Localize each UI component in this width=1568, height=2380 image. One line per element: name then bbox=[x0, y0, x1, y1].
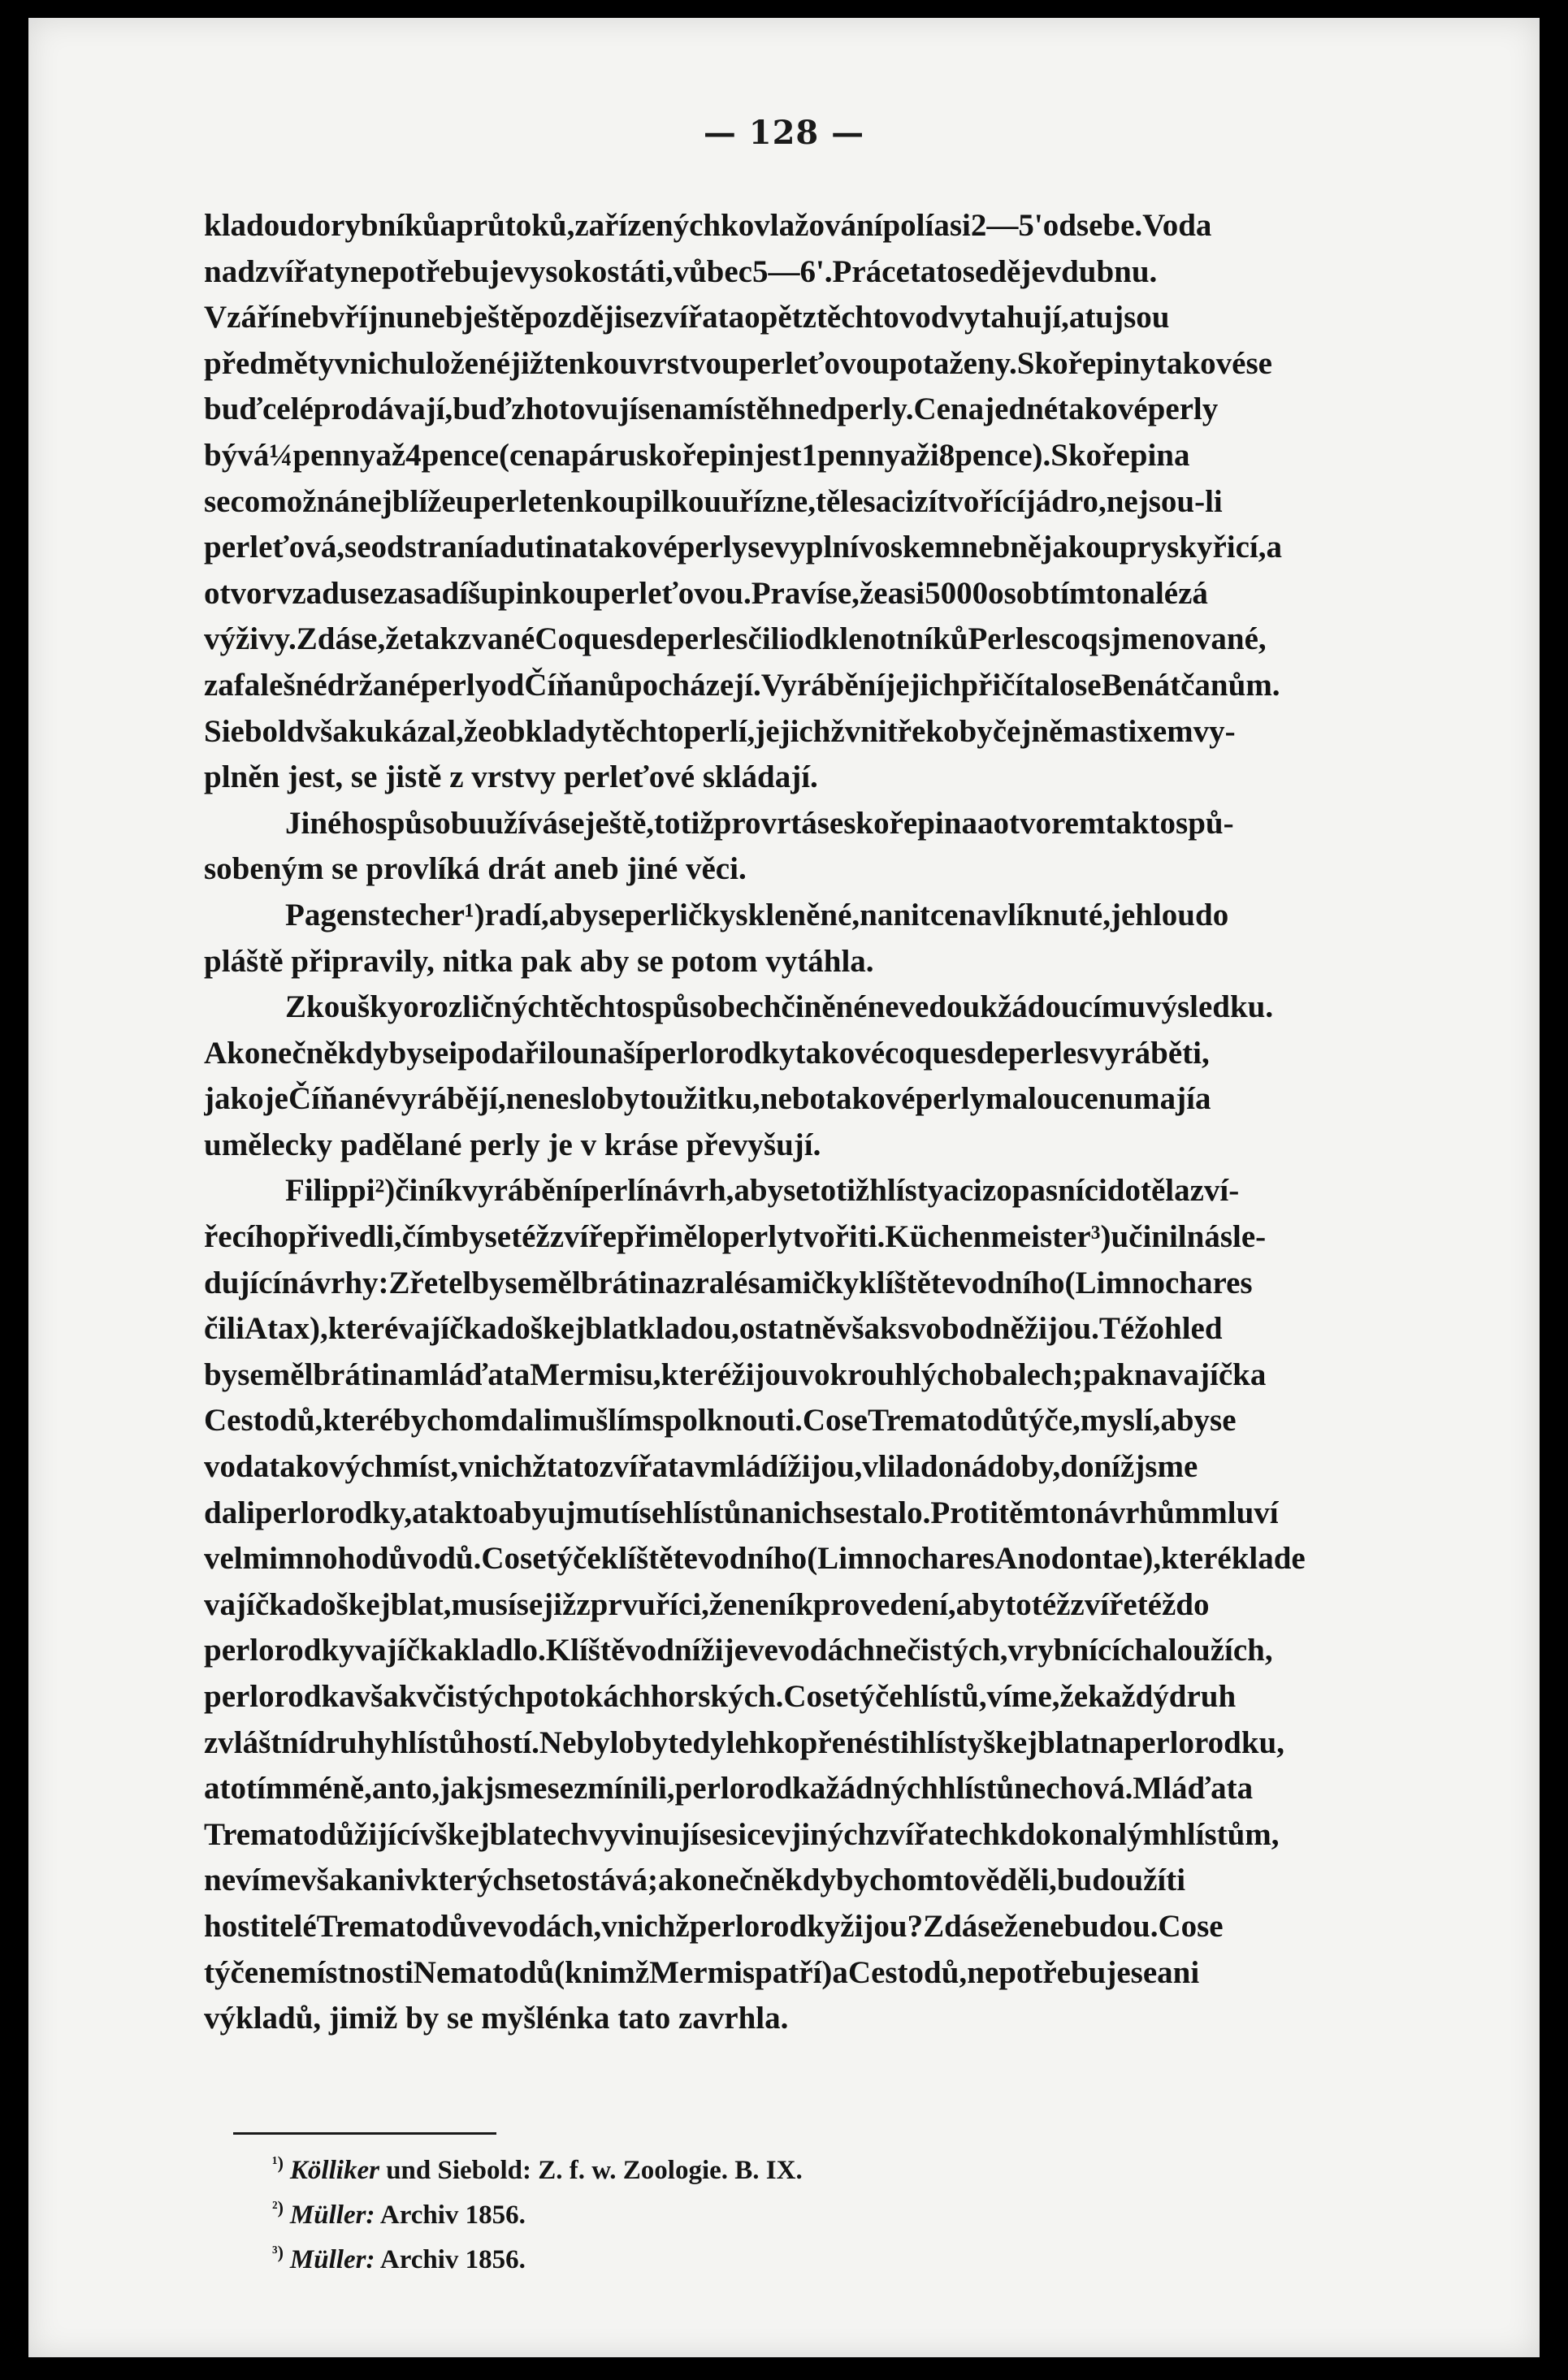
text-line: jakojeČíňanévyrábějí,neneslobytoužitku,nebotakovéperlymaloucenumajía bbox=[204, 1081, 1211, 1117]
footnote-mark: ¹) bbox=[272, 2153, 284, 2173]
footnote-author: Müller: bbox=[289, 2245, 375, 2274]
text-line: dujícínávrhy:Zřetelbysemělbrátinazralésamičkyklíštětevodního(Limnochares bbox=[204, 1265, 1253, 1300]
footnote-text: Archiv 1856. bbox=[375, 2200, 526, 2230]
text-line: předmětyvnichuloženéjižtenkouvrstvouperleťovoupotaženy.Skořepinytakovése bbox=[204, 345, 1272, 381]
text-line: zafalešnédržanéperlyodČíňanůpocházejí.VyráběníjejichpřičítaloseBenátčanům. bbox=[204, 667, 1280, 703]
footnote bbox=[272, 2189, 1166, 2234]
text-line: secomožnánejblížeuperletenkoupilkouuřízne,tělesacizítvořícíjádro,nejsou-li bbox=[204, 483, 1223, 519]
text-line: výživy.Zdáse,žetakzvanéCoquesdeperlesčiliodklenotníkůPerlescoqsjmenované, bbox=[204, 621, 1267, 657]
text-line: nevímevšakanivkterýchsetostává;akonečněkdybychomtověděli,budoužíti bbox=[204, 1863, 1186, 1898]
text-line: pláště připravily, nitka pak aby se potom vytáhla. bbox=[204, 943, 874, 979]
scanned-page bbox=[28, 18, 1540, 2357]
text-line: perleťová,seodstraníadutinatakovéperlysevyplnívoskemnebnějakoupryskyřicí,a bbox=[204, 530, 1283, 565]
text-line: umělecky padělané perly je v kráse převyšují. bbox=[204, 1127, 821, 1162]
footnote-mark: ²) bbox=[272, 2197, 284, 2218]
text-line: bývá¼pennyaž4pence(cenapáruskořepinjest1pennyaži8pence).Skořepina bbox=[204, 437, 1190, 473]
text-line: velmimnohodůvodů.Cosetýčeklíštětevodního(LimnocharesAnodontae),kteréklade bbox=[204, 1541, 1306, 1577]
text-line: Vzářínebvříjnunebještěpozdějisezvířataopětztěchtovodvytahují,atujsou bbox=[204, 300, 1170, 335]
footnote bbox=[272, 2144, 1166, 2189]
text-line: Sieboldvšakukázal,žeobkladytěchtoperlí,jejichžvnitřekobyčejněmastixemvy- bbox=[204, 713, 1236, 749]
text-line: sobeným se provlíká drát aneb jiné věci. bbox=[204, 851, 747, 887]
text-line: týčenemístnostiNematodů(knimžMermispatří)aCestodů,nepotřebujeseani bbox=[204, 1954, 1200, 1990]
footnote-text: Archiv 1856. bbox=[375, 2245, 526, 2274]
text-line: vajíčkadoškejblat,musísejižzprvuříci,ženeníkprovedení,abytotéžzvířetéždo bbox=[204, 1586, 1210, 1622]
text-line: daliperlorodky,ataktoabyujmutísehlístůnanichsestalo.Protitěmtonávrhůmmluví bbox=[204, 1495, 1279, 1530]
footnote-text: und Siebold: Z. f. w. Zoologie. B. IX. bbox=[379, 2156, 803, 2185]
text-line: Cestodů,kterébychomdalimušlímspolknouti.CoseTrematodůtýče,myslí,abyse bbox=[204, 1403, 1237, 1439]
footnote-mark: ³) bbox=[272, 2242, 284, 2262]
text-line: Pagenstecher¹)radí,abyseperličkyskleněné,nanitcenavlíknuté,jehloudo bbox=[285, 897, 1229, 933]
text-line: atotímméně,anto,jakjsmesezmínili,perlorodkažádnýchhlístůnechová.Mláďata bbox=[204, 1771, 1254, 1807]
text-line: Zkouškyorozličnýchtěchtospůsobechčiněnénevedoukžádoucímuvýsledku. bbox=[285, 989, 1274, 1025]
text-line: buďceléprodávají,buďzhotovujísenamístěhnedperly.Cenajednétakovéperly bbox=[204, 392, 1219, 427]
text-line: vodatakovýchmíst,vnichžtatozvířatavmládížijou,vliladonádoby,donížjsme bbox=[204, 1449, 1198, 1485]
text-line: otvorvzadusezasadíšupinkouperleťovou.Pravíse,žeasi5000osobtímtonalézá bbox=[204, 575, 1208, 611]
text-line: čiliAtax),kterévajíčkadoškejblatkladou,ostatněvšaksvobodněžijou.Téžohled bbox=[204, 1311, 1223, 1347]
text-line: perlorodkavšakvčistýchpotokáchhorských.Cosetýčehlístů,víme,žekaždýdruh bbox=[204, 1679, 1237, 1714]
footnote bbox=[272, 2234, 1166, 2278]
text-line: nadzvířatynepotřebujevysokostáti,vůbec5—6'.Prácetatosedějevdubnu. bbox=[204, 253, 1158, 289]
text-line: Filippi²)činíkvyráběníperlínávrh,abysetotižhlístyacizopasnícidotělazví- bbox=[285, 1173, 1240, 1209]
text-line: zvláštnídruhyhlístůhostí.Nebylobytedylehkopřenéstihlístyškejblatnaperlorodku, bbox=[204, 1724, 1284, 1760]
text-line: bysemělbrátinamláďataMermisu,kteréžijouvokrouhlýchobalech;paknavajíčka bbox=[204, 1357, 1267, 1392]
page-number: — 128 — bbox=[703, 114, 865, 152]
text-line: hostiteléTrematodůvevodách,vnichžperlorodkyžijou?Zdáseženebudou.Cose bbox=[204, 1908, 1224, 1944]
footnote-author: Müller: bbox=[289, 2200, 375, 2230]
text-line: řecíhopřivedli,čímbysetéžzvířepřiměloperlytvořiti.Küchenmeister³)učinilnásle- bbox=[204, 1219, 1267, 1255]
footnotes bbox=[272, 2144, 1166, 2278]
text-line: výkladů, jimiž by se myšlénka tato zavrhla. bbox=[204, 2001, 789, 2036]
text-line: Trematodůžijícívškejblatechvyvinujísesicevjinýchzvířatechkdokonalýmhlístům, bbox=[204, 1816, 1280, 1852]
text-line: plněn jest, se jistě z vrstvy perleťové skládají. bbox=[204, 759, 818, 795]
body-text bbox=[204, 203, 1497, 2042]
text-line: Akonečněkdybyseipodařilounašíperlorodkytakovécoquesdeperlesvyráběti, bbox=[204, 1035, 1210, 1071]
text-line: kladoudorybníkůaprůtoků,zařízenýchkovlažovánípolíasi2—5'odsebe.Voda bbox=[204, 208, 1212, 243]
footnote-author: Kölliker bbox=[289, 2156, 379, 2185]
text-line: Jinéhospůsobuužíváseještě,totižprovrtáseskořepinaaotvoremtaktospů- bbox=[285, 805, 1234, 841]
footnote-divider bbox=[233, 2132, 496, 2135]
text-line: perlorodkyvajíčkakladlo.Klíštěvodnížijevevodáchnečistých,vrybnícíchaloužích, bbox=[204, 1633, 1273, 1668]
